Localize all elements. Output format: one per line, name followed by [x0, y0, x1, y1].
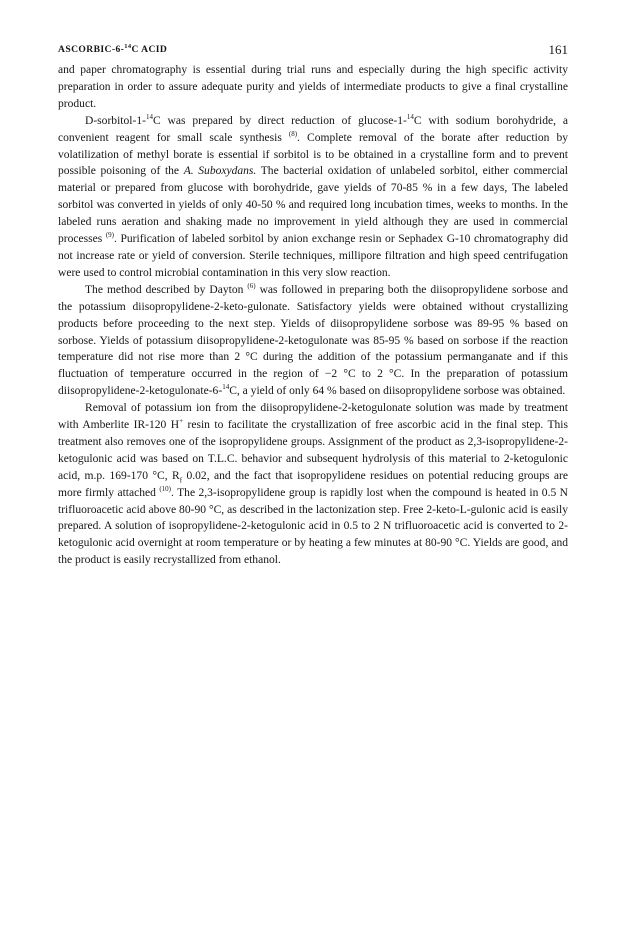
- paragraph-3: [58, 282, 568, 400]
- running-head-title: [58, 44, 167, 55]
- reference-citation: (9): [105, 231, 114, 240]
- paragraph-4-text: 0.02, and the fact that isopropylidene residues on potential reducing groups are more firmly attached: [58, 469, 568, 499]
- paragraph-3-text: The method described by Dayton: [85, 283, 248, 296]
- charge-superscript: +: [179, 417, 184, 426]
- running-head: [58, 42, 568, 60]
- body-text: [58, 62, 568, 569]
- paragraph-2-text: D-sorbitol-1-: [85, 114, 146, 127]
- reference-citation: (8): [288, 129, 298, 138]
- isotope-superscript: 14: [145, 112, 153, 121]
- paragraph-4-text: resin to facilitate the crystallization of free ascorbic acid in the final step. This treatment also removes one of the isopropylidene groups. Assignment of the product as 2,3-isopropylidene-2-ketogulonic acid was based on T.L.C. behavior and subsequent hydrolysis of this material to 2-ketogulonic acid, m.p. 169-170 °C, R: [58, 419, 568, 482]
- paragraph-4-text: . The 2,3-isopropylidene group is rapidly lost when the compound is heated in 0.5 N trifluoroacetic acid above 80-90 °C, as described in the lactonization step. Free 2-keto-L-gulonic acid is easily prepared. A solution of isopropylidene-2-ketogulonic acid in 0.5 to 2 N trifluoroacetic acid is converted to 2-ketogulonic acid overnight at room temperature or by heating a few minutes at 80-90 °C. Yields are good, and the product is easily recrystallized from ethanol.: [58, 486, 568, 567]
- reference-citation: (10): [159, 484, 172, 493]
- paragraph-3-text: C, a yield of only 64 % based on diisopropylidene sorbose was obtained.: [229, 385, 566, 398]
- paragraph-4: [58, 400, 568, 569]
- reference-citation: (6): [247, 281, 256, 290]
- paragraph-1-text: and paper chromatography is essential during trial runs and especially during the high specific activity preparation in order to assure adequate purity and yields of intermediate products to give a final crystalline product.: [58, 64, 568, 110]
- isotope-superscript: 14: [222, 383, 230, 392]
- rf-subscript: f: [179, 476, 183, 485]
- page-number: 161: [548, 42, 568, 57]
- paragraph-4-text: Removal of potassium ion from the diisopropylidene-2-ketogulonate solution was made by treatment with Amberlite IR-120 H: [58, 402, 568, 432]
- running-head-title-text: ASCORBIC-6-: [58, 44, 125, 55]
- running-head-isotope-superscript: 14: [124, 42, 132, 50]
- organism-name: A. Suboxydans.: [183, 165, 257, 178]
- paragraph-2-text: The bacterial oxidation of unlabeled sorbitol, either commercial material or prepared from glucose with borohydride, gave yields of 70-85 % in a few days, The labeled sorbitol was converted in yields of only 40-50 % and required long incubation times, weeks to months. In the labeled runs aeration and shaking made no improvement in yield although they are used in commercial processes: [58, 165, 568, 246]
- paragraph-2-text: . Purification of labeled sorbitol by anion exchange resin or Sephadex G-10 chromatography did not increase rate or yield of conversion. Sterile techniques, millipore filtration and high speed centrifugation were used to control microbial contamination in this very slow reaction.: [58, 233, 568, 279]
- paragraph-2: [58, 113, 568, 282]
- paragraph-1: [58, 62, 568, 113]
- paragraph-2-text: C with sodium borohydride, a convenient reagent for small scale synthesis: [58, 114, 568, 144]
- paragraph-2-text: . Complete removal of the borate after reduction by volatilization of methyl borate is essential if sorbitol is to be obtained in a crystalline form and to prevent possible poisoning of the: [58, 131, 568, 178]
- running-head-title-text-end: C ACID: [131, 44, 168, 55]
- isotope-superscript: 14: [406, 112, 414, 121]
- paragraph-2-text: C was prepared by direct reduction of glucose-1-: [152, 114, 407, 127]
- paragraph-3-text: was followed in preparing both the diisopropylidene sorbose and the potassium diisopropylidene-2-keto-gulonate. Satisfactory yields were obtained without crystallizing products before proceeding to the next step. Yields of diisopropylidene sorbose was 89-95 % based on sorbose. Yields of potassium diisopropylidene-2-ketogulonate was 85-95 % based on sorbose if the reaction temperature did not rise more than 2 °C during the addition of the potassium permanganate and if this fluctuation of temperature occurred in the region of −2 °C to 2 °C. In the preparation of potassium diisopropylidene-2-ketogulonate-6-: [58, 283, 568, 398]
